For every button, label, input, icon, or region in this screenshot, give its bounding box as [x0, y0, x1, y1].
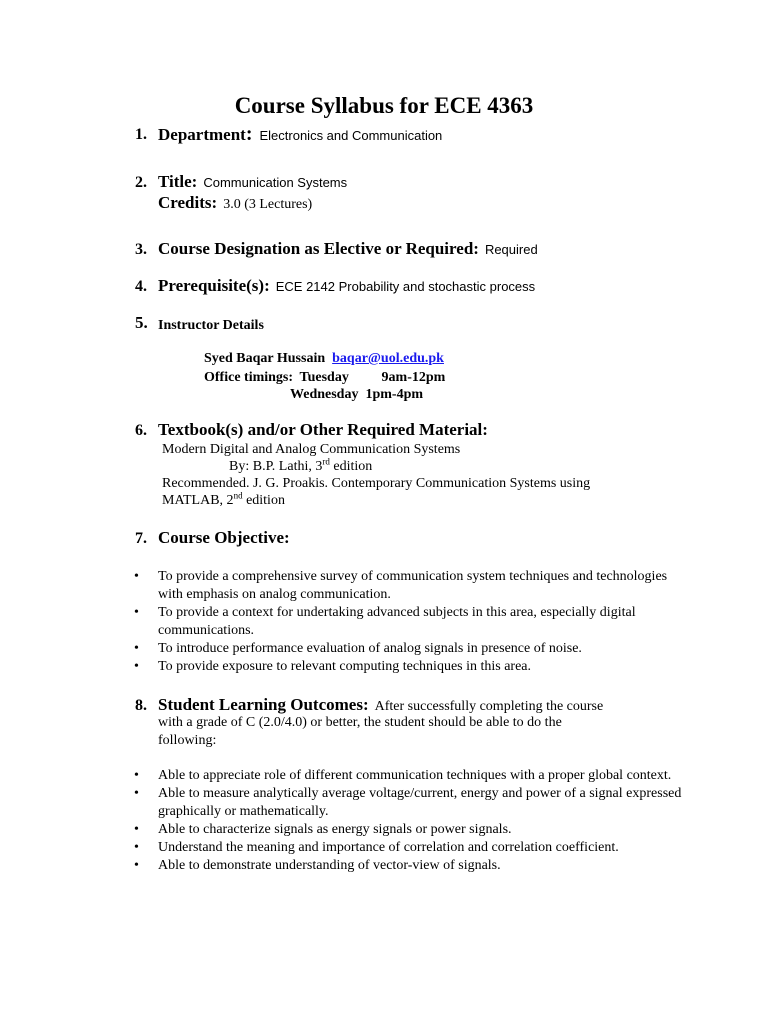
textbook-1-author: [229, 458, 372, 475]
page-title: Course Syllabus for ECE 4363: [234, 93, 534, 118]
outcomes-list: [132, 767, 692, 875]
section-number-4: 4.: [135, 278, 147, 295]
section-prerequisite: [158, 276, 535, 297]
section-number-5: 5.: [135, 313, 148, 332]
objective-item: • To provide exposure to relevant computing techniques in this area.: [132, 658, 692, 676]
office-timings-row-2: [290, 386, 423, 403]
section-objective: [158, 528, 290, 549]
office-timings-label: Office timings:: [204, 370, 294, 385]
objective-list: [132, 568, 692, 676]
textbook-1-author-text: By: B.P. Lathi, 3: [229, 459, 323, 474]
outcomes-intro-3: following:: [158, 733, 217, 748]
title-value: Communication Systems: [203, 175, 348, 190]
section-number-3: 3.: [135, 241, 147, 258]
department-colon: :: [245, 123, 253, 145]
textbooks-label: Textbook(s) and/or Other Required Material:: [158, 420, 488, 439]
outcome-item: • Understand the meaning and importance of correlation and correlation coefficient.: [132, 839, 692, 857]
prerequisite-label: Prerequisite(s):: [158, 276, 270, 295]
textbook-1-title: Modern Digital and Analog Communication Systems: [162, 442, 461, 457]
designation-label: Course Designation as Elective or Required:: [158, 239, 479, 258]
objective-item: • To introduce performance evaluation of analog signals in presence of noise.: [132, 640, 692, 658]
outcomes-intro-2: with a grade of C (2.0/4.0) or better, the student should be able to do the: [158, 715, 562, 730]
section-department: [158, 124, 442, 146]
outcome-item: • Able to appreciate role of different communication techniques with a proper global context.: [132, 767, 692, 785]
office-day-2: Wednesday: [290, 387, 359, 402]
office-timings-row-1: [204, 369, 445, 386]
recommended-edition-sup: nd: [233, 490, 243, 501]
instructor-name-row: [204, 350, 444, 367]
textbook-1-edition-text: edition: [329, 459, 373, 474]
office-day-1: Tuesday: [299, 370, 349, 385]
outcome-item: • Able to demonstrate understanding of vector-view of signals.: [132, 857, 692, 875]
section-instructor: [158, 315, 264, 336]
office-time-2: 1pm-4pm: [365, 387, 424, 402]
section-number-7: 7.: [135, 530, 147, 547]
section-designation: [158, 239, 538, 260]
section-number-6: 6.: [135, 422, 147, 439]
office-time-1: 9am-12pm: [381, 370, 446, 385]
outcome-item: • Able to measure analytically average voltage/current, energy and power of a signal expressed graphically or mathematically.: [132, 785, 692, 821]
title-label: Title:: [158, 172, 198, 191]
instructor-email-link[interactable]: baqar@uol.edu.pk: [332, 351, 444, 366]
prerequisite-value: ECE 2142 Probability and stochastic process: [275, 279, 536, 294]
recommended-text: Recommended. J. G. Proakis. Contemporary Communication Systems using: [162, 476, 591, 491]
recommended-edition-text: edition: [242, 493, 285, 508]
recommended-text-2: [162, 492, 285, 509]
credits-label: Credits:: [158, 193, 218, 212]
outcomes-intro-1: After successfully completing the course: [374, 699, 604, 714]
section-number-1: 1.: [135, 126, 147, 143]
section-credits: [158, 193, 312, 215]
department-value: Electronics and Communication: [259, 128, 443, 143]
objective-item: • To provide a comprehensive survey of communication system techniques and technologies with emphasis on analog communication.: [132, 568, 692, 604]
outcome-item: • Able to characterize signals as energy signals or power signals.: [132, 821, 692, 839]
objective-label: Course Objective:: [158, 528, 290, 547]
textbook-1-edition-sup: rd: [322, 456, 330, 467]
instructor-label: Instructor Details: [158, 318, 264, 333]
outcomes-label: Student Learning Outcomes:: [158, 695, 369, 714]
credits-value: 3.0 (3 Lectures): [223, 197, 313, 212]
section-number-8: 8.: [135, 697, 147, 714]
recommended-matlab: MATLAB, 2: [162, 493, 234, 508]
objective-item: • To provide a context for undertaking advanced subjects in this area, especially digital communications.: [132, 604, 692, 640]
designation-value: Required: [484, 242, 538, 257]
instructor-name: Syed Baqar Hussain: [204, 351, 326, 366]
section-number-2: 2.: [135, 174, 147, 191]
department-label: Department: [158, 125, 246, 144]
section-textbooks: [158, 420, 488, 441]
section-title: [158, 172, 347, 193]
